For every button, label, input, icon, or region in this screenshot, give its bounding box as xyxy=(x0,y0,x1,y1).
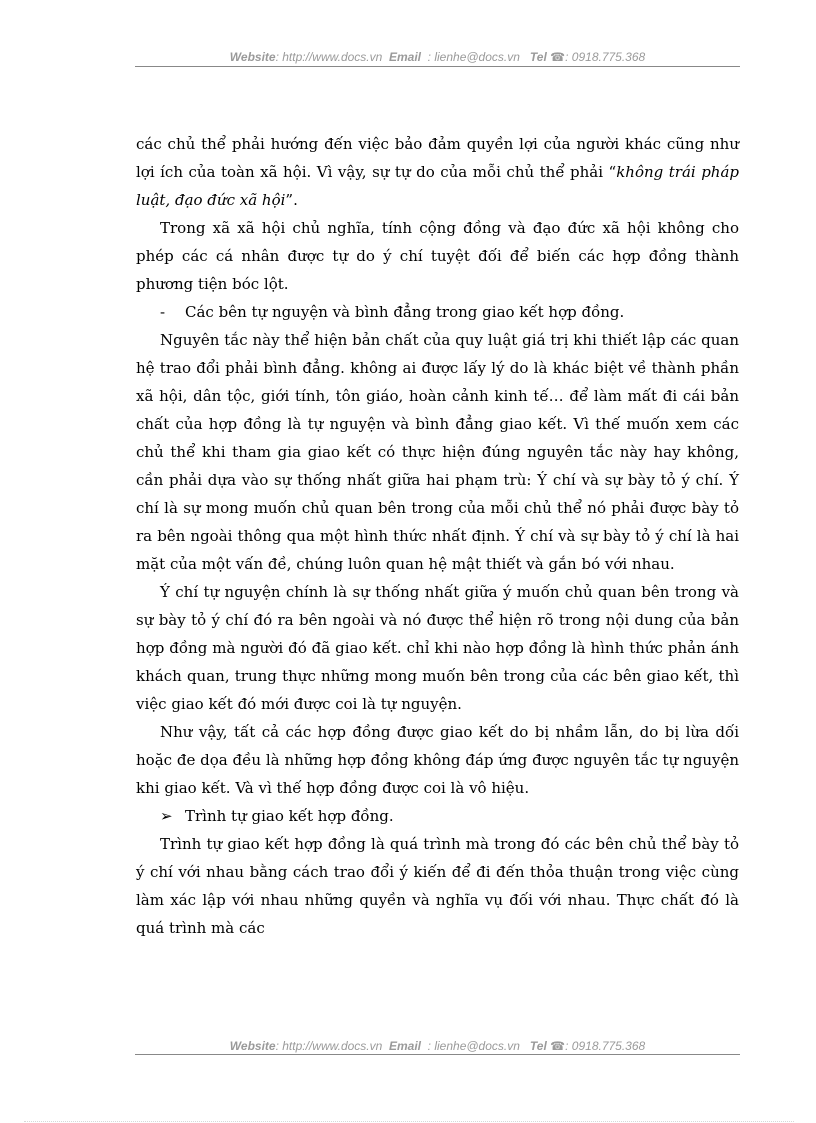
footer-email-label: Email xyxy=(388,1039,421,1053)
bullet-item xyxy=(136,802,739,830)
footer-website-value: : http://www.docs.vn xyxy=(275,1039,383,1053)
page-header xyxy=(135,50,740,64)
dash-marker: - xyxy=(160,303,166,321)
bullet-item-text: Trình tự giao kết hợp đồng. xyxy=(185,807,394,825)
footer-website-label: Website xyxy=(229,1039,276,1053)
arrow-bullet-icon: ➢ xyxy=(160,807,173,825)
paragraph-1-text: các chủ thể phải hướng đến việc bảo đảm quyền lợi của người khác cũng như lợi ích của toàn xã hội. Vì vậy, sự tự do của mỗi chủ thể phải “ xyxy=(136,135,739,181)
paragraph: Trong xã xã hội chủ nghĩa, tính cộng đồng và đạo đức xã hội không cho phép các cá nhân được tự do ý chí tuyệt đối để biến các hợp đồng thành phương tiện bóc lột. xyxy=(136,219,739,293)
header-website-label: Website xyxy=(229,50,276,64)
header-website-value: : http://www.docs.vn xyxy=(275,50,383,64)
paragraph: Ý chí tự nguyện chính là sự thống nhất giữa ý muốn chủ quan bên trong và sự bày tỏ ý chí đó ra bên ngoài và nó được thể hiện rõ trong nội dung của bản hợp đồng mà người đó đã giao kết. chỉ khi nào hợp đồng là hình thức phản ánh khách quan, trung thực những mong muốn bên trong của các bên giao kết, thì việc giao kết đó mới được coi là tự nguyện. xyxy=(136,583,739,713)
paragraph-1-end: ”. xyxy=(285,191,298,209)
footer-email-value: : lienhe@docs.vn xyxy=(427,1039,520,1053)
footer-tel-label: Tel xyxy=(529,1039,547,1053)
paragraph: Như vậy, tất cả các hợp đồng được giao kết do bị nhầm lẫn, do bị lừa dối hoặc đe dọa đều là những hợp đồng không đáp ứng được nguyên tắc tự nguyện khi giao kết. Và vì thế hợp đồng được coi là vô hiệu. xyxy=(136,723,739,797)
paragraph: Nguyên tắc này thể hiện bản chất của quy luật giá trị khi thiết lập các quan hệ trao đổi phải bình đẳng. không ai được lấy lý do là khác biệt về thành phần xã hội, dân tộc, giới tính, tôn giáo, hoàn cảnh kinh tế… để làm mất đi cái bản chất của hợp đồng là tự nguyện và bình đẳng giao kết. Vì thế muốn xem các chủ thể khi tham gia giao kết có thực hiện đúng nguyên tắc này hay không, cần phải dựa vào sự thống nhất giữa hai phạm trù: Ý chí và sự bày tỏ ý chí. Ý chí là sự mong muốn chủ quan bên trong của mỗi chủ thể nó phải được bày tỏ ra bên ngoài thông qua một hình thức nhất định. Ý chí và sự bày tỏ ý chí là hai mặt của một vấn đề, chúng luôn quan hệ mật thiết và gắn bó với nhau. xyxy=(136,331,739,573)
phone-icon: ☎ xyxy=(550,1039,566,1053)
header-email-label: Email xyxy=(388,50,421,64)
paragraph xyxy=(136,130,739,214)
footer-tel-value: : 0918.775.368 xyxy=(565,1039,646,1053)
header-divider xyxy=(135,66,740,67)
header-email-value: : lienhe@docs.vn xyxy=(427,50,520,64)
header-tel-value: : 0918.775.368 xyxy=(565,50,646,64)
paragraph-1-quote: không trái pháp luật, đạo đức xã hội xyxy=(136,163,739,209)
document-body xyxy=(136,130,739,942)
footer-divider xyxy=(135,1054,740,1055)
phone-icon: ☎ xyxy=(550,50,566,64)
paragraph: Trình tự giao kết hợp đồng là quá trình mà trong đó các bên chủ thể bày tỏ ý chí với nhau bằng cách trao đổi ý kiến để đi đến thỏa thuận trong việc cùng làm xác lập với nhau những quyền và nghĩa vụ đối với nhau. Thực chất đó là quá trình mà các xyxy=(136,835,739,937)
page-edge-divider xyxy=(24,1121,794,1122)
page-footer xyxy=(135,1039,740,1053)
bullet-item-text: Các bên tự nguyện và bình đẳng trong giao kết hợp đồng. xyxy=(185,303,625,321)
bullet-item xyxy=(136,298,739,326)
header-tel-label: Tel xyxy=(529,50,547,64)
